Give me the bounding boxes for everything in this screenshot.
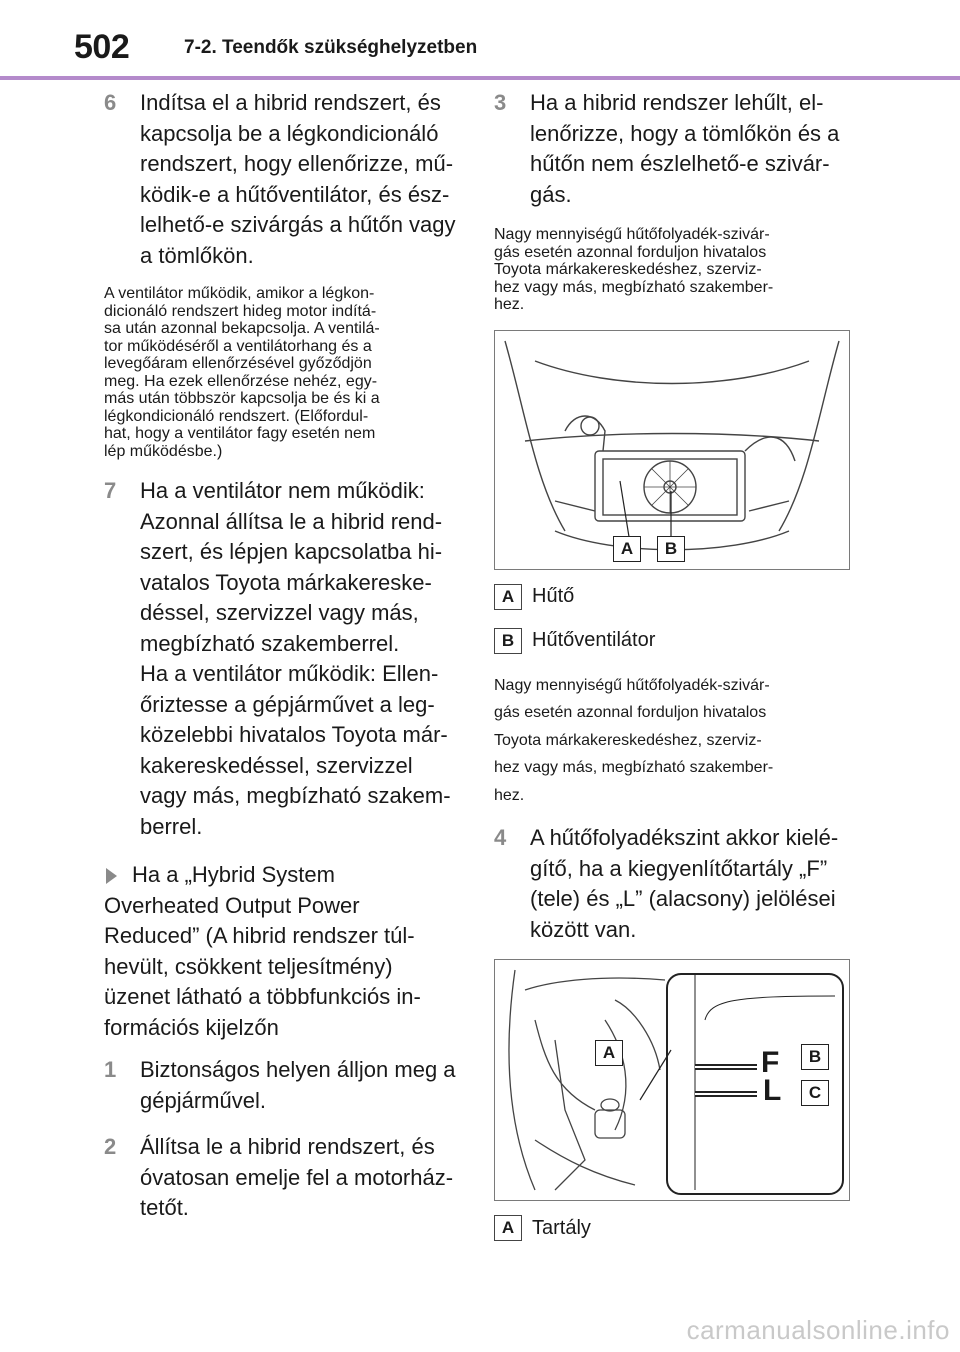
note-leak [494,226,854,314]
bullet-line: Ha a „Hybrid System [132,862,335,887]
legend-label: Tartály [532,1216,591,1239]
step-6 [104,88,474,271]
note-line: Toyota márkakereskedéshez, szerviz- [494,261,762,278]
triangle-bullet-icon [106,868,117,884]
step-line: óvatosan emelje fel a motorház- [140,1164,454,1190]
step-line: Ha a ventilátor működik: Ellen- [140,661,439,686]
legend-radiator [494,584,854,610]
bullet-line: üzenet látható a többfunkciós in- [104,984,421,1009]
callout-a: A [613,536,641,562]
note-line: hez vagy más, megbízható szakember- [494,759,774,776]
section-title: 7-2. Teendők szükséghelyzetben [184,37,478,58]
step-number: 3 [494,90,507,115]
step-number: 6 [104,90,117,115]
legend-reservoir [494,1215,854,1241]
bullet-line: Reduced” (A hibrid rendszer túl- [104,923,415,948]
step-line: gítő, ha a kiegyenlítőtartály „F” [530,855,828,881]
note-fan-operation [104,285,474,460]
step-line: Állítsa le a hibrid rendszert, és [140,1134,435,1159]
note-leak-repeat [494,672,854,810]
left-column [104,88,474,1234]
step-line: a tömlőkön. [140,242,254,268]
legend-label: Hűtő [532,585,575,607]
note-line: más után többször kapcsolja be és ki a [104,390,380,407]
step-number: 7 [104,478,117,503]
step-line: hűtőn nem észlelhető-e szivár- [530,151,830,176]
step-7 [104,476,474,842]
note-line: meg. Ha ezek ellenőrzése nehéz, egy- [104,372,378,390]
step-1 [104,1055,474,1116]
step-line: (tele) és „L” (alacsony) jelölései [530,886,836,911]
callout-b: B [657,536,685,562]
step-2 [104,1132,474,1224]
step-line: Biztonságos helyen álljon meg a [140,1057,456,1082]
step-line: vagy más, megbízható szakem- [140,783,451,808]
note-line: sa után azonnal bekapcsolja. A ventilá- [104,320,380,337]
step-3 [494,88,854,210]
note-line: Nagy mennyiségű hűtőfolyadék-szivár- [494,226,770,243]
step-line: rendszert, hogy ellenőrizze, mű- [140,151,454,176]
step-line: déssel, szervizzel vagy más, [140,600,419,625]
fill-mark-f: F [761,1046,780,1079]
callout-c: C [801,1080,829,1106]
step-line: A hűtőfolyadékszint akkor kielé- [530,825,839,850]
note-line: hez. [494,786,525,804]
header-rule [0,76,960,80]
step-line: Ha a ventilátor nem működik: [140,478,425,503]
watermark: carmanualsonline.info [686,1315,950,1345]
note-line: Nagy mennyiségű hűtőfolyadék-szivár- [494,676,770,694]
step-line: kakereskedéssel, szervizzel [140,752,413,778]
step-line: Ha a hibrid rendszer lehűlt, el- [530,90,824,115]
note-line: tor működéséről a ventilátorhang és a [104,337,372,355]
note-line: hat, hogy a ventilátor fagy esetén nem [104,425,376,442]
legend-fan [494,628,854,654]
engine-bay-drawing [495,331,849,569]
step-line: berrel. [140,813,203,839]
bullet-line: Overheated Output Power [104,892,360,918]
legend-key: A [494,584,522,610]
note-line: hez vagy más, megbízható szakember- [494,278,774,296]
note-line: gás esetén azonnal forduljon hivatalos [494,704,767,721]
legend-label: Hűtőventilátor [532,629,656,651]
step-line: gépjárművel. [140,1087,266,1113]
bullet-line: hevült, csökkent teljesítmény) [104,953,393,979]
step-line: Indítsa el a hibrid rendszert, és [140,90,441,115]
radiator-illustration [494,330,850,570]
note-line: A ventilátor működik, amikor a légkon- [104,285,375,302]
step-line: ködik-e a hűtőventilátor, és ész- [140,181,450,207]
note-line: levegőáram ellenőrzésével győződjön [104,355,372,372]
step-number: 1 [104,1057,117,1082]
step-line: tetőt. [140,1195,189,1220]
step-line: megbízható szakemberrel. [140,630,400,656]
step-line: gás. [530,181,572,207]
page-header [0,0,960,80]
note-line: gás esetén azonnal forduljon hivatalos [494,243,767,261]
callout-a: A [595,1040,623,1066]
note-line: hez. [494,296,525,313]
reservoir-drawing [495,960,849,1200]
step-number: 2 [104,1134,117,1159]
note-line: Toyota márkakereskedéshez, szerviz- [494,731,762,749]
step-4 [494,823,854,945]
step-line: között van. [530,916,637,942]
note-line: légkondicionáló rendszert. (Előfordul- [104,407,369,425]
step-line: lenőrizze, hogy a tömlőkön és a [530,120,840,146]
overheat-bullet [104,860,474,1043]
legend-key: B [494,628,522,654]
step-line: szert, és lépjen kapcsolatba hi- [140,539,443,564]
step-line: vatalos Toyota márkakereske- [140,569,432,595]
note-line: lép működésbe.) [104,442,223,460]
step-line: kapcsolja be a légkondicionáló [140,120,439,146]
right-column [494,88,854,1259]
step-line: lelhető-e szivárgás a hűtőn vagy [140,212,456,237]
step-number: 4 [494,825,507,850]
fill-mark-l: L [763,1074,782,1107]
reservoir-illustration [494,959,850,1201]
callout-b: B [801,1044,829,1070]
step-line: őriztesse a gépjárművet a leg- [140,691,435,717]
bullet-line: formációs kijelzőn [104,1014,279,1040]
note-line: dicionáló rendszert hideg motor indítá- [104,302,377,320]
page-number: 502 [74,28,130,66]
step-line: közelebbi hivatalos Toyota már- [140,722,448,747]
step-line: Azonnal állítsa le a hibrid rend- [140,508,443,534]
legend-key: A [494,1215,522,1241]
